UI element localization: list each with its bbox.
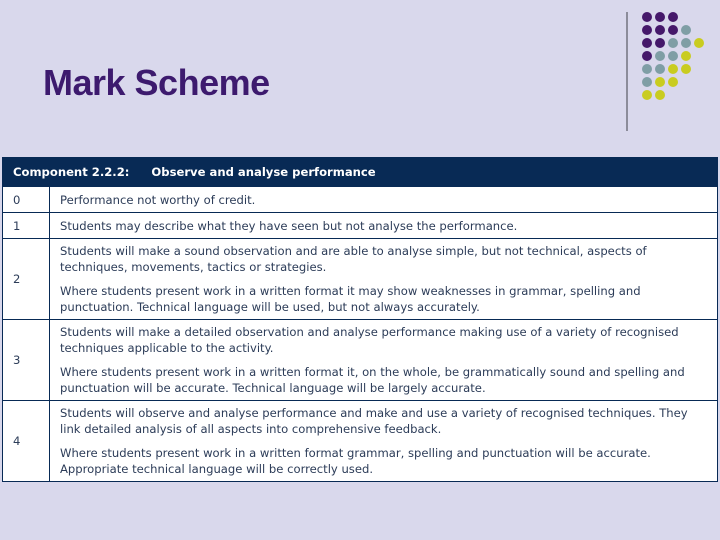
decorative-dot xyxy=(668,51,678,61)
description-cell xyxy=(50,213,718,239)
table-header xyxy=(3,158,718,187)
decorative-dot xyxy=(681,38,691,48)
description-cell xyxy=(50,401,718,482)
mark-cell: 2 xyxy=(3,239,50,320)
decorative-dot xyxy=(642,25,652,35)
decorative-dot xyxy=(668,77,678,87)
description-cell xyxy=(50,187,718,213)
table-row xyxy=(3,213,718,239)
mark-cell: 4 xyxy=(3,401,50,482)
decorative-dot xyxy=(668,38,678,48)
decorative-dot xyxy=(681,25,691,35)
description-cell xyxy=(50,239,718,320)
description-text: Where students present work in a written format it, on the whole, be grammatically sound and spelling and punctuation will be accurate. Technical language will be largely accurate. xyxy=(60,365,685,395)
decorative-dot xyxy=(642,38,652,48)
component-title: Observe and analyse performance xyxy=(151,165,376,179)
table-row xyxy=(3,239,718,320)
table-row xyxy=(3,401,718,482)
decorative-dot xyxy=(681,64,691,74)
description-text: Students will make a detailed observation and analyse performance making use of a variety of recognised techniques applicable to the activity. xyxy=(60,325,679,355)
decorative-dot xyxy=(642,51,652,61)
mark-cell: 1 xyxy=(3,213,50,239)
decorative-dot xyxy=(642,12,652,22)
decorative-dot xyxy=(694,38,704,48)
slide-title: Mark Scheme xyxy=(43,62,270,103)
decorative-dot xyxy=(668,64,678,74)
decorative-dot xyxy=(655,90,665,100)
decorative-dot xyxy=(668,25,678,35)
decorative-dot xyxy=(642,77,652,87)
decorative-dot xyxy=(642,64,652,74)
mark-cell: 3 xyxy=(3,320,50,401)
description-text: Students may describe what they have seen but not analyse the performance. xyxy=(60,218,518,233)
description-cell xyxy=(50,320,718,401)
table-header-row xyxy=(3,158,718,187)
description-text: Where students present work in a written format grammar, spelling and punctuation will be accurate. Appropriate technical language will be correctly used. xyxy=(60,446,651,476)
decorative-dot xyxy=(642,90,652,100)
description-text: Students will make a sound observation and are able to analyse simple, but not technical, aspects of techniques, movements, tactics or strategies. xyxy=(60,244,647,274)
decorative-dot xyxy=(655,51,665,61)
divider-line xyxy=(626,12,628,131)
decorative-dot xyxy=(655,38,665,48)
decorative-dot xyxy=(655,12,665,22)
table-row xyxy=(3,187,718,213)
description-text: Where students present work in a written format it may show weaknesses in grammar, spelling and punctuation. Technical language will be used, but not always accurately. xyxy=(60,284,641,314)
mark-cell: 0 xyxy=(3,187,50,213)
decorative-dot xyxy=(668,12,678,22)
component-code: Component 2.2.2: xyxy=(13,165,130,179)
mark-scheme-table xyxy=(2,157,718,482)
description-text: Students will observe and analyse performance and make and use a variety of recognised techniques. They link detailed analysis of all aspects into comprehensive feedback. xyxy=(60,406,688,436)
decorative-dot xyxy=(655,25,665,35)
description-text: Performance not worthy of credit. xyxy=(60,192,256,207)
decorative-dot xyxy=(655,64,665,74)
decorative-dot xyxy=(655,77,665,87)
decorative-dot xyxy=(681,51,691,61)
table-row xyxy=(3,320,718,401)
